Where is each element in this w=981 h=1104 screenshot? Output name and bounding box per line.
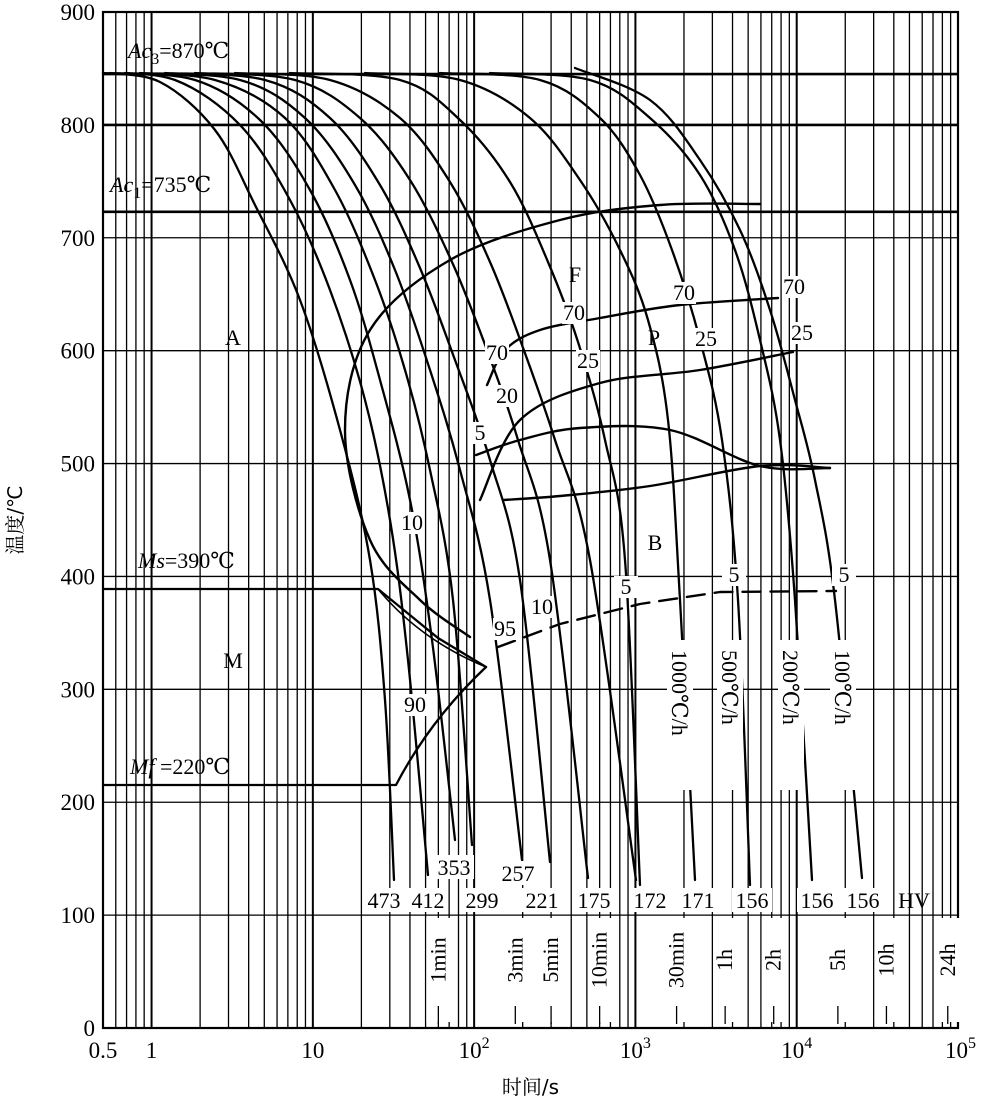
- hardness-value: 473: [367, 888, 401, 913]
- critical-value: =390℃: [164, 548, 235, 573]
- time-mark-label: 10min: [586, 931, 612, 989]
- hardness-value: 171: [681, 888, 715, 913]
- percent-label: 20: [496, 383, 518, 408]
- x-tick-label: $10^4$: [781, 1035, 813, 1063]
- cooling-curve: [437, 73, 750, 885]
- x-tick-exponent: 4: [804, 1035, 813, 1052]
- x-axis-label: 时间/s: [501, 1075, 560, 1099]
- x-tick-label: $10^2$: [458, 1035, 490, 1063]
- critical-subscript: 3: [151, 51, 160, 68]
- time-mark-label: 24h: [934, 943, 960, 977]
- ms-line: [103, 589, 486, 667]
- cooling-rate-label: 1000℃/h: [667, 650, 692, 736]
- phase-label-P: P: [647, 325, 661, 350]
- x-tick-label: $10^3$: [619, 1035, 651, 1063]
- critical-symbol: Ms: [138, 548, 165, 573]
- y-tick-label: 300: [60, 677, 95, 703]
- cooling-rate-label: 100℃/h: [830, 650, 855, 725]
- cooling-curve: [490, 73, 812, 880]
- hardness-value: 353: [437, 855, 471, 880]
- percent-label: 5: [838, 562, 850, 587]
- critical-symbol: Ac: [128, 38, 152, 63]
- percent-label: 5: [474, 420, 486, 445]
- y-tick-label: 400: [60, 564, 95, 590]
- percent-label: 70: [783, 274, 805, 299]
- x-tick-exponent: 5: [968, 1035, 976, 1052]
- critical-label-Ac1: [108, 172, 211, 202]
- martensite-finish-curve: [378, 589, 486, 667]
- time-mark-label: 10h: [873, 943, 899, 977]
- y-tick-label: 200: [60, 790, 95, 816]
- critical-label-Ms: [137, 548, 235, 573]
- percent-label: 70: [673, 280, 695, 305]
- hardness-value: 257: [501, 861, 535, 886]
- hardness-unit: HV: [898, 888, 930, 913]
- hardness-value: 156: [846, 888, 880, 913]
- phase-label-B: B: [647, 530, 663, 555]
- critical-label-Mf: [129, 754, 230, 779]
- y-tick-label: 800: [60, 112, 95, 138]
- percent-label: 25: [791, 320, 813, 345]
- percent-label: 70: [563, 300, 585, 325]
- cooling-rate-label: 500℃/h: [717, 650, 742, 725]
- bainite-start-boundary: [476, 426, 830, 469]
- cooling-curve: [235, 73, 636, 880]
- percent-label: 70: [486, 340, 508, 365]
- y-tick-label: 600: [60, 338, 95, 364]
- x-tick-label: 10: [301, 1038, 325, 1063]
- cooling-rate-label: 200℃/h: [778, 650, 803, 725]
- critical-symbol: Mf: [130, 754, 155, 779]
- percent-label: 95: [494, 616, 516, 641]
- y-tick-label: 700: [60, 225, 95, 251]
- hardness-value: 156: [800, 888, 834, 913]
- y-axis-label: 温度/℃: [3, 485, 27, 555]
- critical-value: =735℃: [141, 172, 212, 197]
- phase-label-F: F: [568, 262, 582, 287]
- time-mark-label: 5min: [538, 937, 564, 983]
- critical-label-Ac3: [126, 38, 229, 68]
- time-mark-label: 1h: [712, 949, 738, 971]
- y-tick-label: 0: [83, 1016, 95, 1041]
- y-tick-label: 900: [60, 0, 95, 25]
- phase-label-M: M: [223, 648, 243, 673]
- hardness-value: 299: [465, 888, 499, 913]
- phase-label-A: A: [225, 325, 241, 350]
- x-tick-label: 0.5: [88, 1038, 118, 1063]
- time-mark-label: 3min: [502, 937, 528, 983]
- x-tick-label: 1: [145, 1038, 158, 1063]
- x-tick-label: $10^5$: [945, 1035, 976, 1063]
- hardness-value: 221: [525, 888, 559, 913]
- x-tick-exponent: 2: [481, 1035, 490, 1052]
- y-tick-label: 100: [60, 903, 95, 929]
- critical-symbol: Ac: [110, 172, 134, 197]
- hardness-value: 412: [411, 888, 445, 913]
- critical-value: =870℃: [159, 38, 230, 63]
- hardness-value: 172: [633, 888, 667, 913]
- critical-subscript: 1: [133, 185, 142, 202]
- hardness-value: 156: [735, 888, 769, 913]
- critical-value: =220℃: [154, 754, 230, 779]
- time-mark-label: 1min: [425, 937, 451, 983]
- percent-label: 5: [620, 574, 632, 599]
- cooling-curve: [195, 73, 588, 878]
- percent-label: 25: [695, 326, 717, 351]
- hardness-value: 175: [577, 888, 611, 913]
- y-tick-label: 500: [60, 451, 95, 477]
- percent-label: 10: [401, 510, 423, 535]
- time-mark-label: 2h: [760, 949, 786, 971]
- x-tick-exponent: 3: [642, 1035, 651, 1052]
- time-mark-label: 5h: [824, 949, 850, 971]
- percent-label: 90: [404, 692, 426, 717]
- percent-label: 25: [577, 348, 599, 373]
- time-mark-label: 30min: [663, 931, 689, 989]
- percent-label: 10: [531, 594, 553, 619]
- percent-label: 5: [728, 562, 740, 587]
- critical-temperature-lines: [103, 74, 958, 212]
